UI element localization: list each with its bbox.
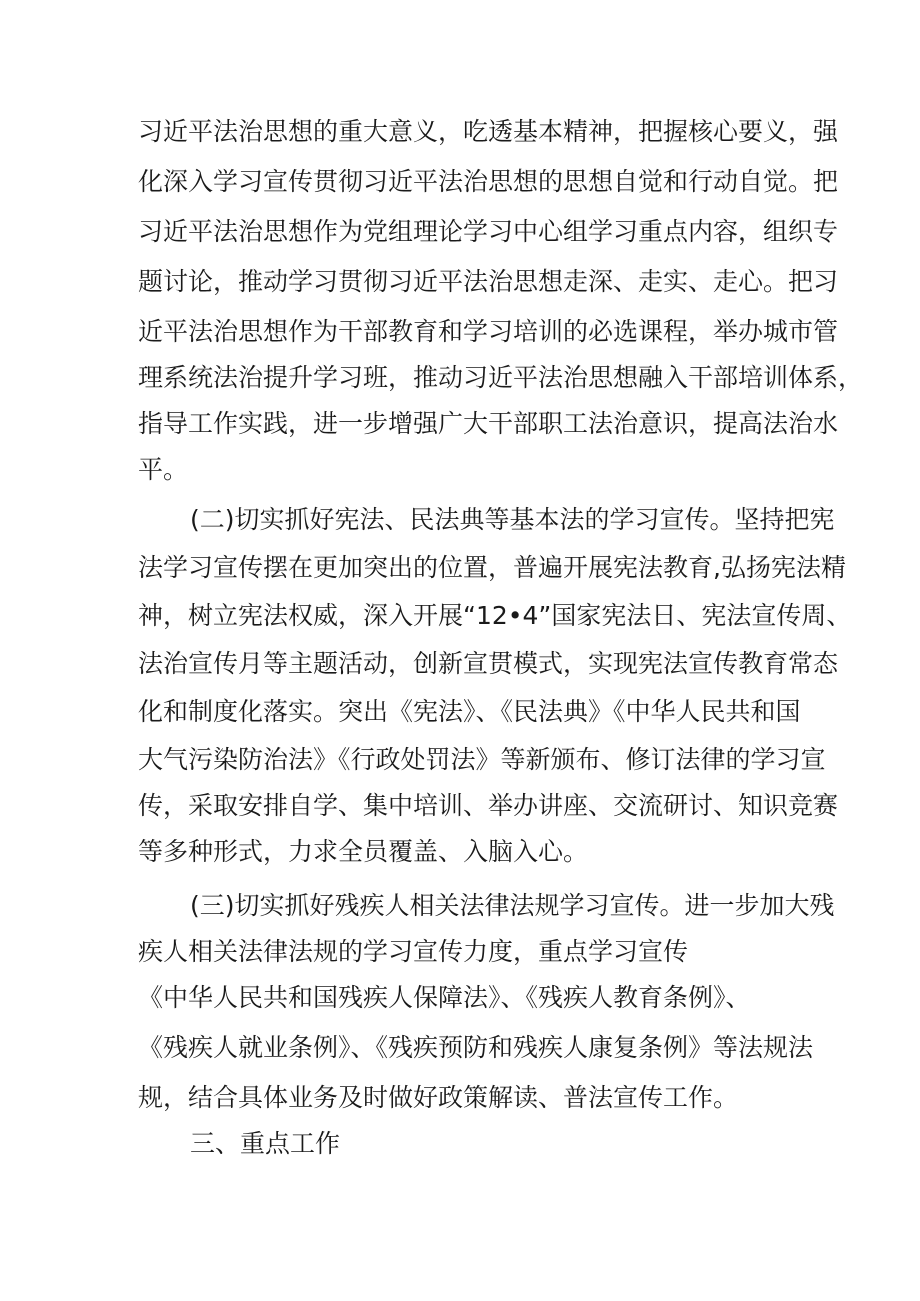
section-heading-3: 三、重点工作 [190, 1129, 341, 1158]
paragraph-3-line-4: 《残疾人就业条例》、《残疾预防和残疾人康复条例》等法规法 [138, 1033, 814, 1062]
paragraph-1-line-6: 理系统法治提升学习班，推动习近平法治思想融入干部培训体系， [138, 363, 864, 392]
paragraph-2-line-7: 传，采取安排自学、集中培训、举办讲座、交流研讨、知识竞赛 [138, 791, 839, 820]
paragraph-1-line-7: 指导工作实践，进一步增强广大干部职工法治意识，提高法治水 [138, 409, 839, 438]
paragraph-2-line-4: 法治宣传月等主题活动，创新宣贯模式，实现宪法宣传教育常态 [138, 649, 839, 678]
paragraph-2-line-1: (二)切实抓好宪法、民法典等基本法的学习宣传。坚持把宪 [190, 505, 835, 534]
paragraph-1-line-1: 习近平法治思想的重大意义，吃透基本精神，把握核心要义，强 [138, 117, 839, 146]
paragraph-3-line-3: 《中华人民共和国残疾人保障法》、《残疾人教育条例》、 [138, 983, 751, 1012]
paragraph-1-line-8: 平。 [138, 455, 189, 484]
paragraph-1-line-3: 习近平法治思想作为党组理论学习中心组学习重点内容，组织专 [138, 217, 839, 246]
paragraph-3-line-2: 疾人相关法律法规的学习宣传力度，重点学习宣传 [138, 937, 689, 966]
paragraph-2-line-6: 大气污染防治法》《行政处罚法》等新颁布、修订法律的学习宣 [138, 745, 826, 774]
paragraph-2-line-5: 化和制度化落实。突出《宪法》、《民法典》《中华人民共和国 [138, 697, 801, 726]
paragraph-3-line-5: 规，结合具体业务及时做好政策解读、普法宣传工作。 [138, 1083, 739, 1112]
paragraph-1-line-5: 近平法治思想作为干部教育和学习培训的必选课程，举办城市管 [138, 317, 839, 346]
paragraph-2-line-8: 等多种形式，力求全员覆盖、入脑入心。 [138, 837, 589, 866]
paragraph-1-line-2: 化深入学习宣传贯彻习近平法治思想的思想自觉和行动自觉。把 [138, 167, 839, 196]
paragraph-3-line-1: (三)切实抓好残疾人相关法律法规学习宣传。进一步加大残 [190, 891, 835, 920]
paragraph-2-line-3: 神，树立宪法权威，深入开展“12•4”国家宪法日、宪法宣传周、 [138, 601, 852, 630]
paragraph-1-line-4: 题讨论，推动学习贯彻习近平法治思想走深、走实、走心。把习 [138, 267, 839, 296]
paragraph-2-line-2: 法学习宣传摆在更加突出的位置，普遍开展宪法教育,弘扬宪法精 [138, 553, 846, 582]
